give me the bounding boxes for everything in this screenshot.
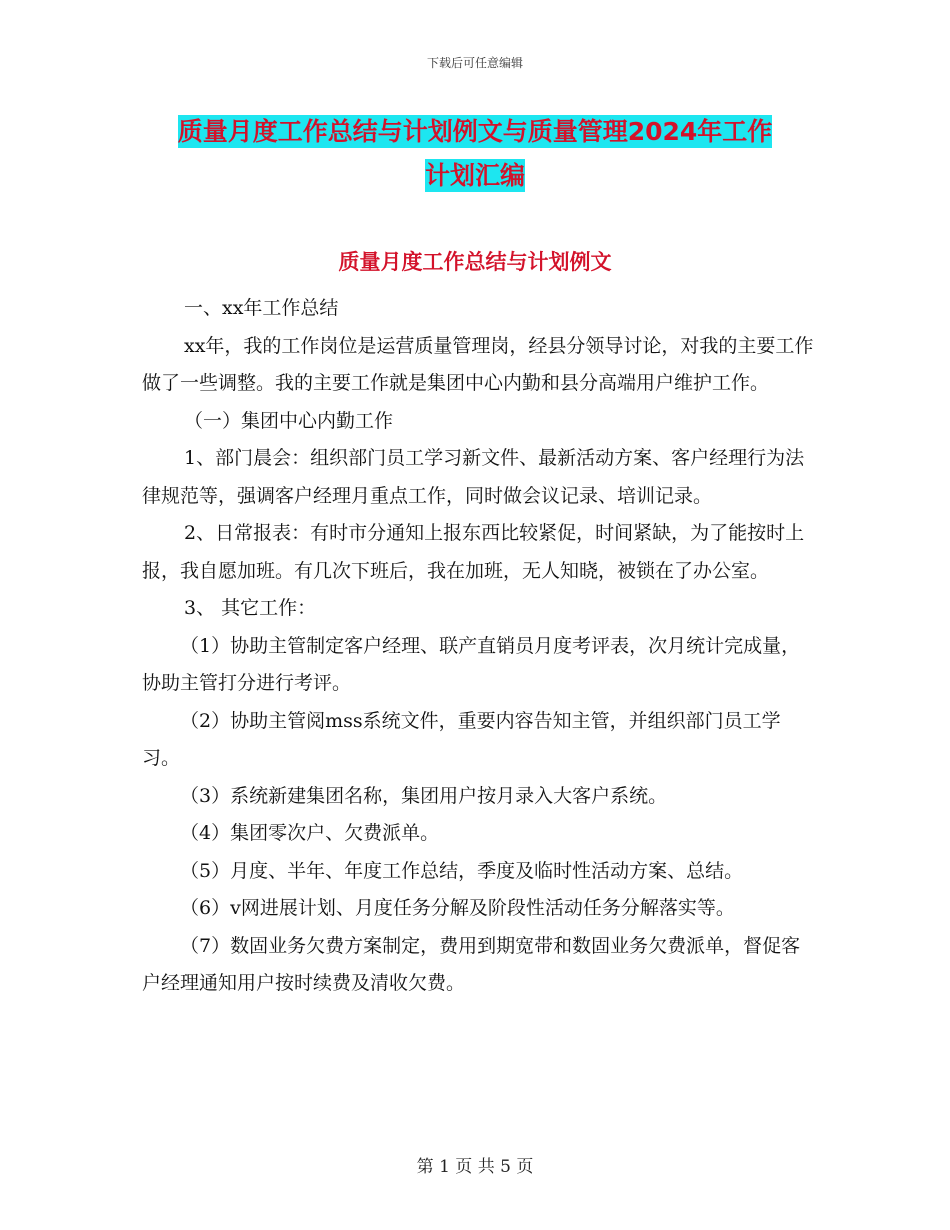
page-number: 第 1 页 共 5 页 (416, 1157, 534, 1177)
list-item: （4）集团零次户、欠费派单。 (180, 822, 440, 844)
list-item: （3）系统新建集团名称，集团用户按月录入大客户系统。 (180, 784, 668, 807)
paragraph-heading-3: 3、 其它工作： (184, 597, 317, 619)
paragraph-heading-2: （一）集团中心内勤工作 (184, 409, 394, 432)
list-item: （6）v网进展计划、月度任务分解及阶段性活动任务分解落实等。 (180, 897, 735, 919)
title-line-2: 计划汇编 (424, 161, 525, 190)
list-item: （1）协助主管制定客户经理、联产直销员月度考评表，次月统计完成量，协助主管打分进行考评。 (142, 634, 801, 694)
paragraph: xx年，我的工作岗位是运营质量管理岗，经县分领导讨论，对我的主要工作做了一些调整。我的主要工作就是集团中心内勤和县分高端用户维护工作。 (142, 334, 814, 394)
header-note: 下载后可任意编辑 (426, 56, 523, 70)
list-item: （7）数固业务欠费方案制定，费用到期宽带和数固业务欠费派单，督促客户经理通知用户按时续费及清收欠费。 (142, 934, 801, 994)
list-item: （5）月度、半年、年度工作总结，季度及临时性活动方案、总结。 (180, 859, 744, 882)
title-line-1: 质量月度工作总结与计划例文与质量管理2024年工作 (177, 117, 773, 146)
paragraph: 2、日常报表：有时市分通知上报东西比较紧促，时间紧缺，为了能按时上报，我自愿加班。有几次下班后，我在加班，无人知晓，被锁在了办公室。 (142, 522, 805, 582)
document-body (142, 290, 814, 1003)
list-item: （2）协助主管阅mss系统文件，重要内容告知主管，并组织部门员工学习。 (142, 709, 781, 769)
section-title: 质量月度工作总结与计划例文 (338, 250, 612, 274)
paragraph: 1、部门晨会：组织部门员工学习新文件、最新活动方案、客户经理行为法律规范等，强调客户经理月重点工作，同时做会议记录、培训记录。 (142, 447, 805, 507)
paragraph-heading-1: 一、xx年工作总结 (184, 297, 339, 319)
document-title (0, 110, 950, 198)
